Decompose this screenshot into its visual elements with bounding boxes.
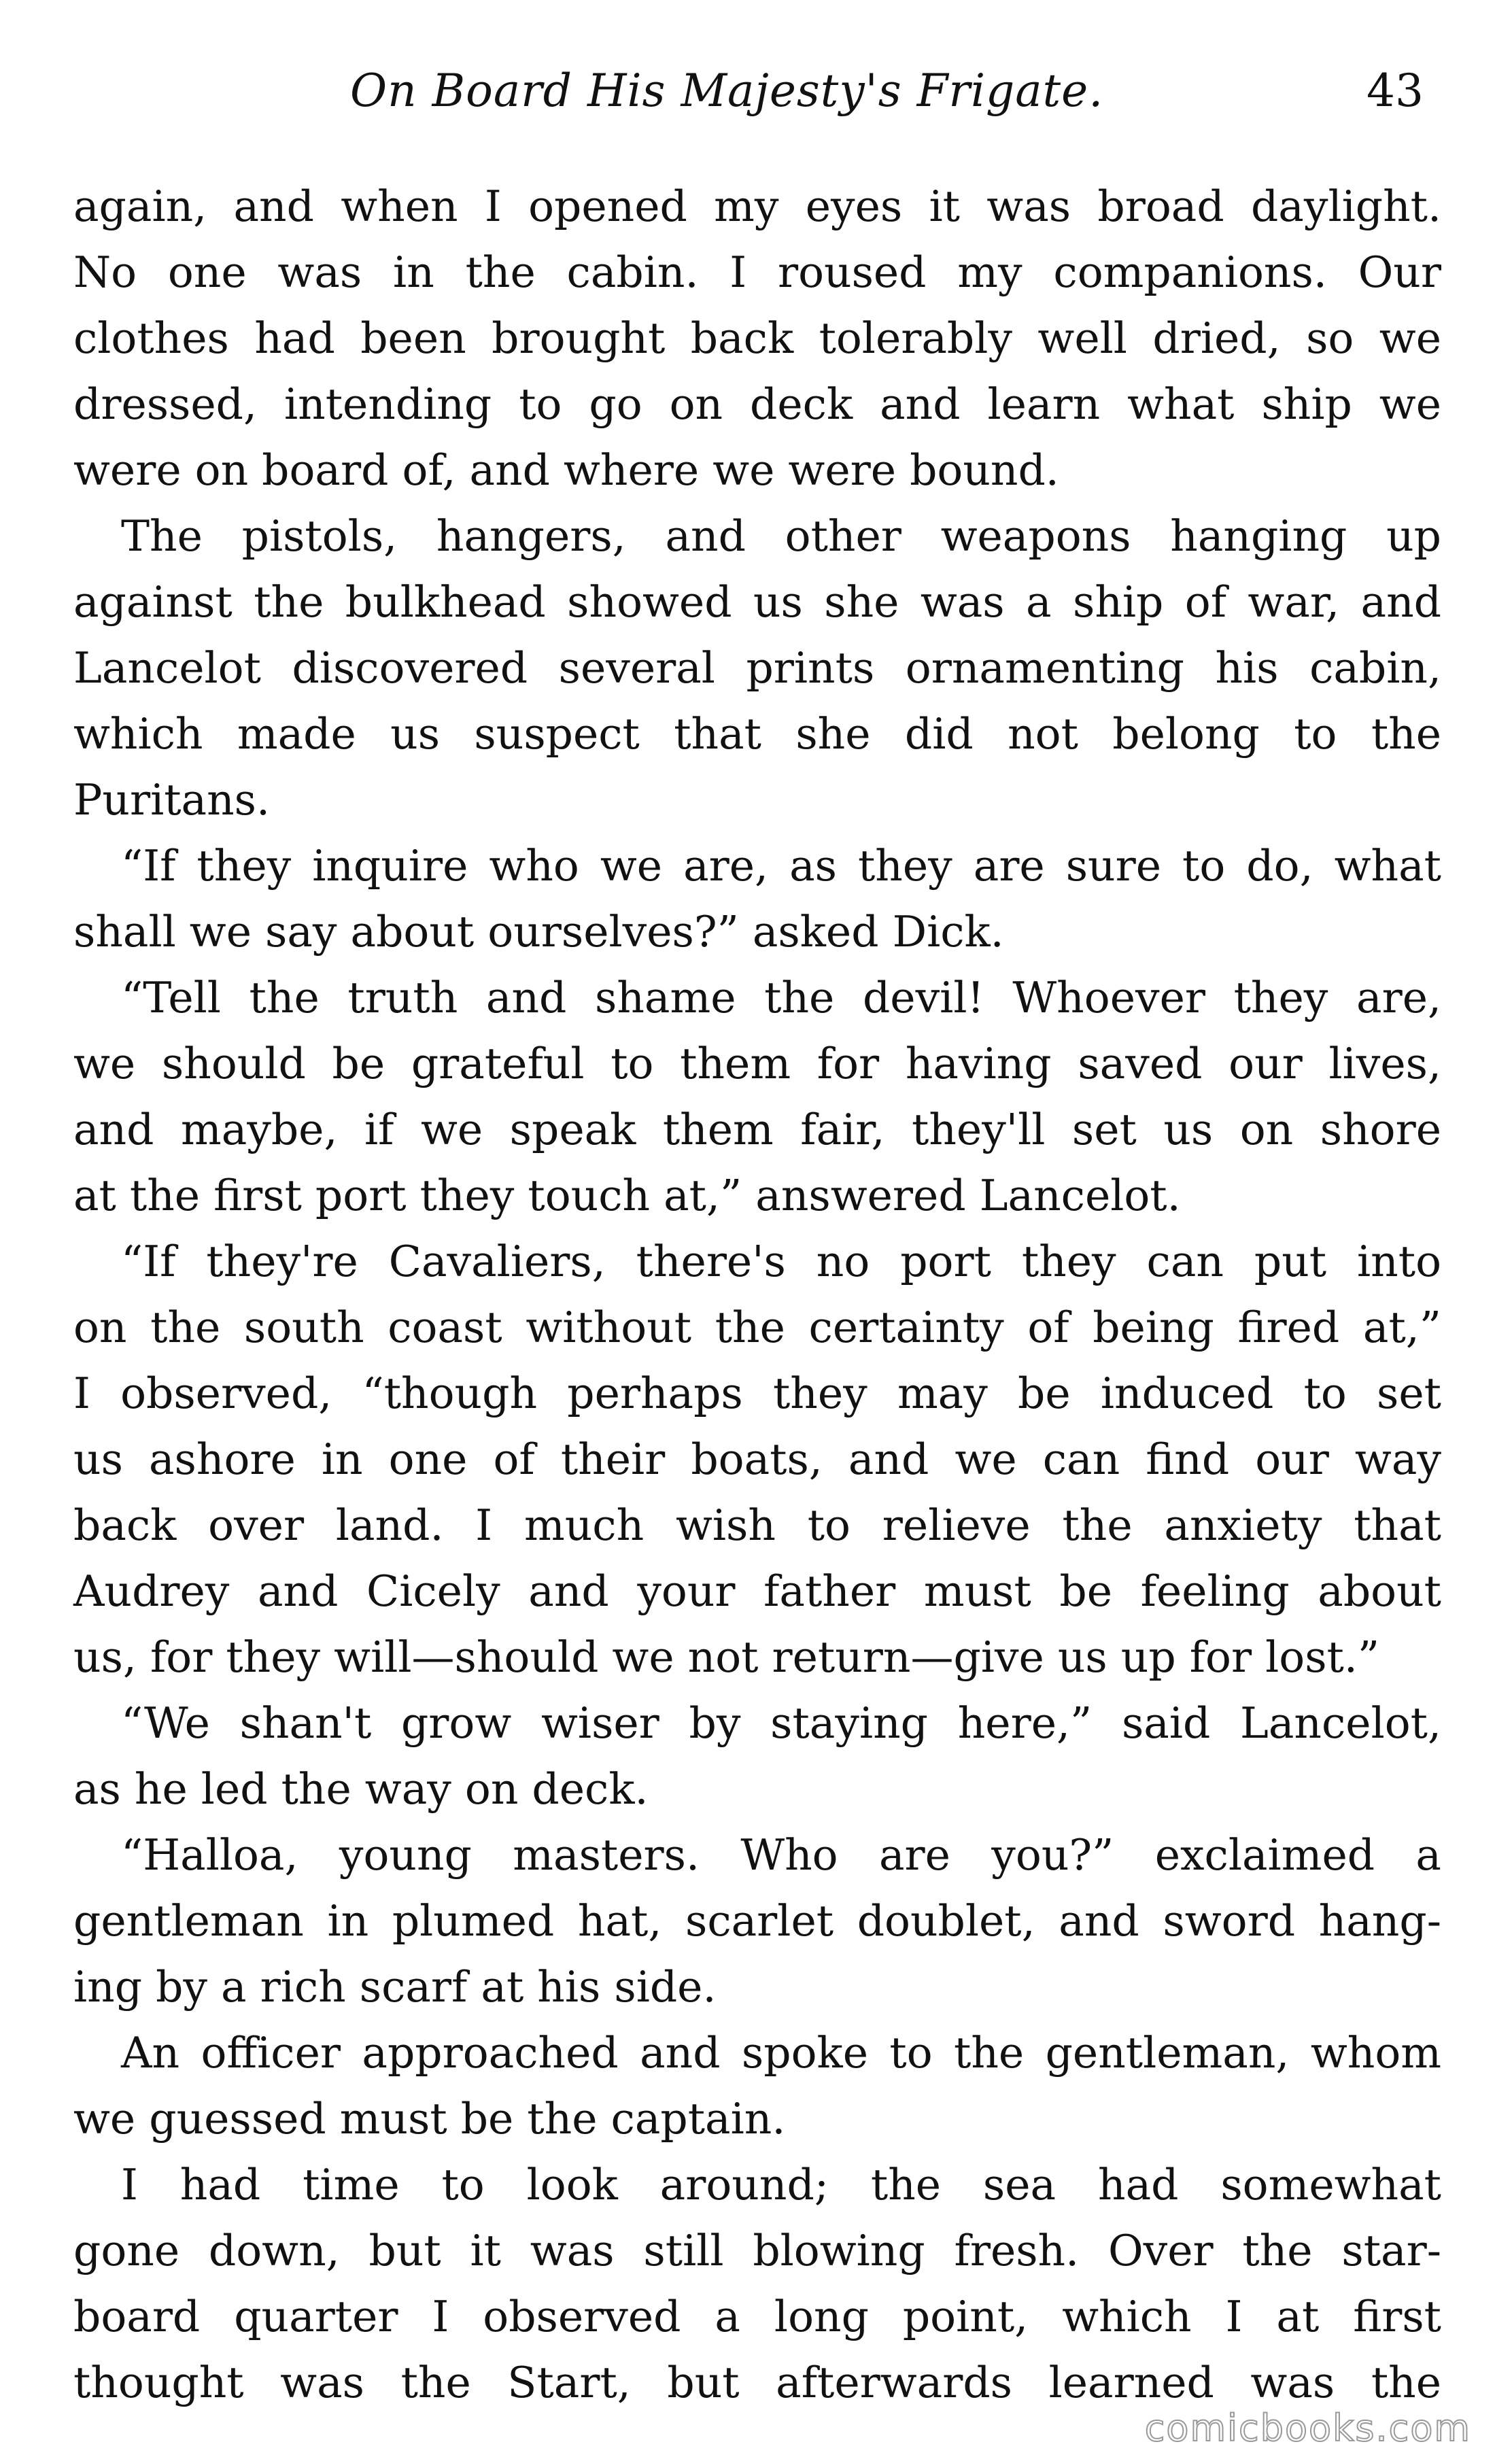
text-line: Audrey and Cicely and your father must be feeling about	[73, 1566, 1441, 1616]
paragraph	[73, 965, 1441, 1228]
paragraph	[73, 2152, 1441, 2416]
paragraph	[73, 2020, 1441, 2152]
paragraph	[73, 833, 1441, 965]
watermark: comicbooks.com	[1144, 2407, 1471, 2450]
paragraph	[73, 1822, 1441, 2020]
text-line: An officer approached and spoke to the gentleman, whom	[121, 2028, 1441, 2078]
text-line: “If they're Cavaliers, there's no port they can put into	[121, 1237, 1441, 1286]
paragraph	[73, 503, 1441, 833]
text-line: shall we say about ourselves?” asked Dick.	[73, 907, 1004, 957]
text-line: dressed, intending to go on deck and learn what ship we	[73, 379, 1441, 429]
text-line: and maybe, if we speak them fair, they'll set us on shore	[73, 1105, 1441, 1154]
text-line: “Halloa, young masters. Who are you?” exclaimed a	[121, 1830, 1441, 1880]
running-head: On Board His Majesty's Frigate.	[350, 65, 1104, 117]
text-line: I observed, “though perhaps they may be induced to set	[73, 1369, 1441, 1418]
page-number: 43	[1367, 65, 1424, 117]
text-line: back over land. I much wish to relieve the anxiety that	[73, 1500, 1441, 1550]
text-line: board quarter I observed a long point, which I at first	[73, 2292, 1441, 2341]
page-header	[75, 65, 1451, 139]
paragraph	[73, 1228, 1441, 1690]
text-line: No one was in the cabin. I roused my companions. Our	[73, 247, 1441, 297]
text-line: “We shan't grow wiser by staying here,” said Lancelot,	[121, 1698, 1441, 1748]
paragraph	[73, 1690, 1441, 1822]
text-line: ing by a rich scarf at his side.	[73, 1962, 717, 2012]
text-line: gentleman in plumed hat, scarlet doublet, and sword hang-	[73, 1896, 1441, 1946]
text-line: us ashore in one of their boats, and we can find our way	[73, 1434, 1441, 1484]
text-line: Lancelot discovered several prints ornamenting his cabin,	[73, 643, 1441, 693]
text-line: thought was the Start, but afterwards learned was the	[73, 2358, 1441, 2407]
text-line: clothes had been brought back tolerably well dried, so we	[73, 313, 1441, 363]
text-line: as he led the way on deck.	[73, 1764, 649, 1814]
paragraph	[73, 173, 1441, 503]
text-line: The pistols, hangers, and other weapons hanging up	[121, 511, 1441, 561]
text-line: against the bulkhead showed us she was a ship of war, and	[73, 577, 1441, 627]
text-line: “Tell the truth and shame the devil! Whoever they are,	[121, 973, 1441, 1023]
text-line: were on board of, and where we were bound.	[73, 445, 1059, 495]
text-line: at the first port they touch at,” answered Lancelot.	[73, 1171, 1181, 1220]
text-line: again, and when I opened my eyes it was broad daylight.	[73, 182, 1441, 231]
text-line: I had time to look around; the sea had somewhat	[121, 2160, 1441, 2210]
text-line: we guessed must be the captain.	[73, 2094, 786, 2144]
text-line: “If they inquire who we are, as they are sure to do, what	[121, 841, 1441, 891]
text-line: which made us suspect that she did not belong to the	[73, 709, 1441, 759]
text-line: we should be grateful to them for having saved our lives,	[73, 1039, 1441, 1088]
text-line: on the south coast without the certainty of being fired at,”	[73, 1303, 1441, 1352]
text-line: us, for they will—should we not return—give us up for lost.”	[73, 1632, 1380, 1682]
text-line: Puritans.	[73, 775, 271, 825]
body-text	[73, 173, 1441, 2416]
text-line: gone down, but it was still blowing fresh. Over the star-	[73, 2226, 1441, 2275]
